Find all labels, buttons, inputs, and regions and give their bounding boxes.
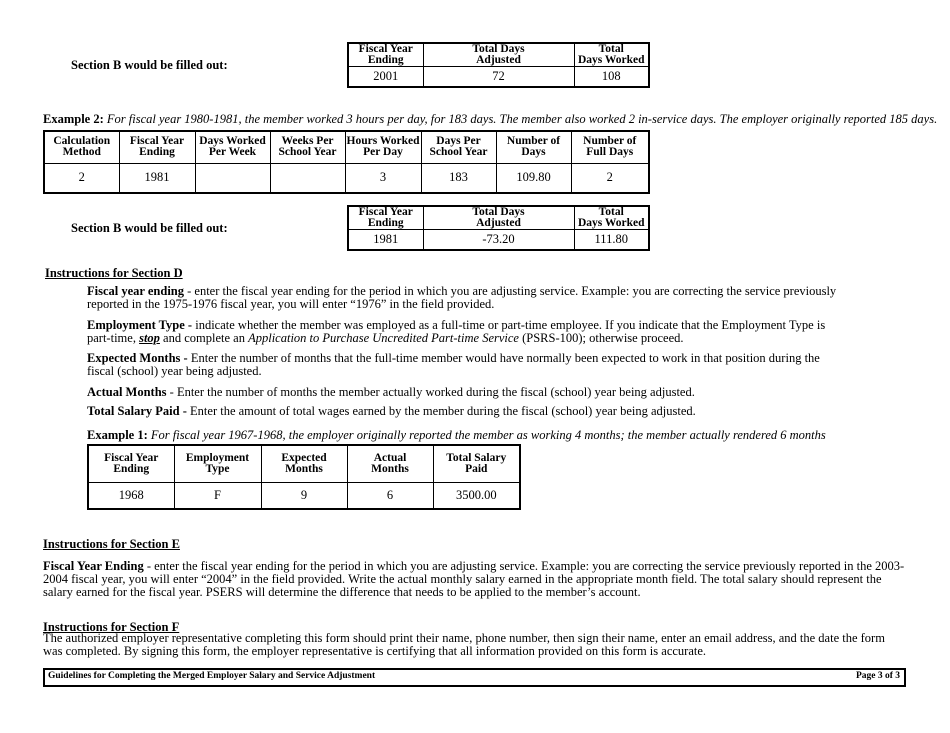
col-total-days-adjusted: Total Days Adjusted: [423, 43, 574, 67]
col-expected-months: Expected Months: [261, 445, 347, 482]
total-salary-label: Total Salary Paid -: [87, 404, 187, 418]
section-e-heading: Instructions for Section E: [43, 537, 180, 551]
cell-days-worked: 111.80: [574, 230, 649, 250]
cell-days-worked: 108: [574, 67, 649, 87]
section-f-heading: Instructions for Section F: [43, 620, 180, 634]
example-1-line: [87, 428, 826, 443]
section-b-label-1: Section B would be filled out:: [71, 58, 228, 72]
col-total-salary-paid: Total Salary Paid: [433, 445, 520, 482]
expected-months-label: Expected Months -: [87, 351, 188, 365]
section-d-fiscal-year: [87, 285, 837, 311]
cell-days-per-school-year: 183: [421, 163, 496, 193]
actual-months-label: Actual Months: [87, 385, 167, 399]
col-actual-months: Actual Months: [347, 445, 433, 482]
col-number-of-days: Number of Days: [496, 131, 571, 163]
col-fiscal-year-ending: Fiscal Year Ending: [348, 206, 423, 230]
col-employment-type: Employment Type: [174, 445, 261, 482]
page-footer: [43, 668, 906, 687]
example-1-label: Example 1:: [87, 428, 148, 442]
application-title: Application to Purchase Uncredited Part-time Service: [248, 331, 519, 345]
calculation-table: [43, 130, 650, 194]
section-d-total-salary: [87, 405, 867, 418]
example-2-label: Example 2:: [43, 112, 104, 126]
col-fiscal-year-ending: Fiscal Year Ending: [119, 131, 195, 163]
col-days-worked-per-week: Days Worked Per Week: [195, 131, 270, 163]
section-d-expected-months: [87, 352, 837, 378]
cell-calculation-method: 2: [44, 163, 119, 193]
col-fiscal-year-ending: Fiscal Year Ending: [88, 445, 174, 482]
section-e-label: Fiscal Year Ending: [43, 559, 144, 573]
section-d-actual-months: [87, 386, 867, 399]
employment-type-text-3: (PSRS-100); otherwise proceed.: [518, 331, 684, 345]
cell-total-salary-paid: 3500.00: [433, 482, 520, 509]
col-fiscal-year-ending: Fiscal Year Ending: [348, 43, 423, 67]
example-2-text: For fiscal year 1980-1981, the member worked 3 hours per day, for 183 days. The member also worked 2 in-service days. The employer originally reported 185 days.: [106, 112, 938, 126]
section-e-text: - enter the fiscal year ending for the period in which you are adjusting service. Example: you are correcting the service previously reported in the 2003-2004 fiscal year, you will enter “2004” in the field provided. Write the actual monthly salary earned in the appropriate month field. The total salary should represent the salary earned for the fiscal year. PSERS will determine the difference that needs to be applied to the member’s account.: [43, 559, 905, 599]
col-number-of-full-days: Number of Full Days: [571, 131, 649, 163]
footer-title: Guidelines for Completing the Merged Employer Salary and Service Adjustment: [48, 671, 376, 681]
fiscal-year-ending-text: - enter the fiscal year ending for the period in which you are adjusting service. Example: you are correcting the service previously reported in the 1975-1976 fiscal year, you will enter “1976” in the field provided.: [87, 284, 837, 311]
col-hours-worked-per-day: Hours Worked Per Day: [345, 131, 421, 163]
stop-emphasis: stop: [139, 331, 160, 345]
fiscal-year-ending-label: Fiscal year ending: [87, 284, 184, 298]
example-1-text: For fiscal year 1967-1968, the employer originally reported the member as working 4 months; the member actually rendered 6 months: [150, 428, 826, 442]
section-d-employment-type: [87, 319, 837, 345]
cell-number-of-days: 109.80: [496, 163, 571, 193]
cell-number-of-full-days: 2: [571, 163, 649, 193]
total-salary-text: Enter the amount of total wages earned by the member during the fiscal (school) year being adjusted.: [186, 404, 696, 418]
section-f-text: The authorized employer representative completing this form should print their name, phone number, then sign their name, enter an email address, and the date the form was completed. By signing this form, the employer representative is certifying that all information provided on this form is accurate.: [43, 631, 885, 658]
footer-page-number: Page 3 of 3: [855, 671, 900, 681]
cell-actual-months: 6: [347, 482, 433, 509]
col-calculation-method: Calculation Method: [44, 131, 119, 163]
cell-fiscal-year: 2001: [348, 67, 423, 87]
section-e-body: [43, 560, 905, 599]
cell-days-adjusted: -73.20: [423, 230, 574, 250]
section-b-table-1: [347, 42, 650, 88]
cell-expected-months: 9: [261, 482, 347, 509]
cell-hours-worked-per-day: 3: [345, 163, 421, 193]
employment-type-label: Employment Type -: [87, 318, 193, 332]
actual-months-text: - Enter the number of months the member actually worked during the fiscal (school) year being adjusted.: [166, 385, 695, 399]
col-days-per-school-year: Days Per School Year: [421, 131, 496, 163]
section-d-example-table: [87, 444, 521, 510]
cell-fiscal-year: 1968: [88, 482, 174, 509]
col-weeks-per-school-year: Weeks Per School Year: [270, 131, 345, 163]
section-d-heading: Instructions for Section D: [45, 266, 183, 280]
cell-days-worked-per-week: [195, 163, 270, 193]
section-b-label-2: Section B would be filled out:: [71, 221, 228, 235]
cell-weeks-per-school-year: [270, 163, 345, 193]
example-2-line: [43, 112, 937, 127]
cell-fiscal-year: 1981: [119, 163, 195, 193]
cell-fiscal-year: 1981: [348, 230, 423, 250]
employment-type-text-2: and complete an: [159, 331, 249, 345]
col-total-days-worked: Total Days Worked: [574, 206, 649, 230]
section-b-table-2: [347, 205, 650, 251]
expected-months-text: Enter the number of months that the full-time member would have normally been expected to work in that position during the fiscal (school) year being adjusted.: [87, 351, 820, 378]
col-total-days-adjusted: Total Days Adjusted: [423, 206, 574, 230]
col-total-days-worked: Total Days Worked: [574, 43, 649, 67]
cell-employment-type: F: [174, 482, 261, 509]
employment-type-text-1: indicate whether the member was employed as a full-time or part-time employee. If you indicate that the Employment Type is part-time,: [87, 318, 826, 345]
cell-days-adjusted: 72: [423, 67, 574, 87]
